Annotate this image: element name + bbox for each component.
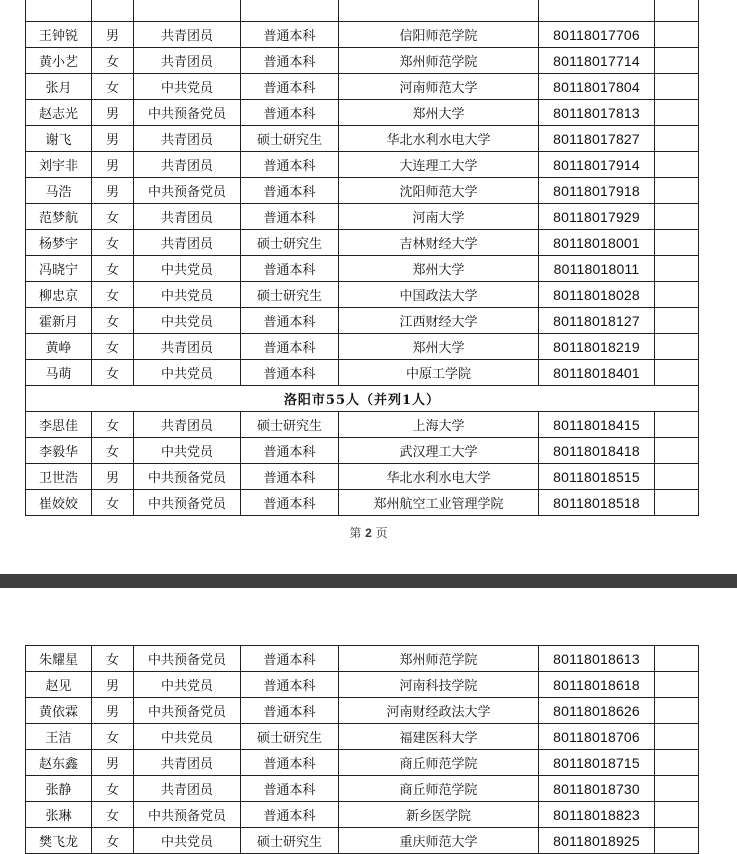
cell-sex: 男: [92, 152, 134, 178]
cell-name: 李思佳: [26, 412, 92, 438]
cell-name: 刘宇非: [26, 152, 92, 178]
cell-school: 沈阳师范大学: [339, 178, 539, 204]
cell-education: 硕士研究生: [241, 724, 339, 750]
cell-exam-number: 80118018626: [539, 698, 655, 724]
cell-school: 重庆师范大学: [339, 828, 539, 854]
cell-education: 普通本科: [241, 48, 339, 74]
cell-party: 共青团员: [134, 22, 241, 48]
cell-school: 郑州师范学院: [339, 646, 539, 672]
cell-name: 杨梦宇: [26, 230, 92, 256]
cell-remarks: [655, 464, 699, 490]
table-row: [26, 802, 699, 828]
page-number-suffix: 页: [375, 526, 388, 540]
cell-education: 普通本科: [241, 308, 339, 334]
table-row: [26, 282, 699, 308]
cell-school: 中原工学院: [339, 360, 539, 386]
cell-remarks: [655, 750, 699, 776]
table-row: [26, 412, 699, 438]
cell-school: 新乡医学院: [339, 802, 539, 828]
cell-remarks: [655, 126, 699, 152]
cell-sex: 女: [92, 256, 134, 282]
cell-name: 黄依霖: [26, 698, 92, 724]
page-number: 2: [365, 526, 372, 540]
cell-party: [134, 0, 241, 22]
cell-exam-number: 80118018730: [539, 776, 655, 802]
cell-party: 中共党员: [134, 282, 241, 308]
cell-party: 中共党员: [134, 360, 241, 386]
cell-remarks: [655, 672, 699, 698]
cell-name: 樊飞龙: [26, 828, 92, 854]
cell-exam-number: 80118018418: [539, 438, 655, 464]
cell-remarks: [655, 334, 699, 360]
cell-school: 河南师范大学: [339, 74, 539, 100]
cell-education: 硕士研究生: [241, 828, 339, 854]
cell-exam-number: 80118017827: [539, 126, 655, 152]
table-row: [26, 828, 699, 854]
cell-remarks: [655, 100, 699, 126]
cell-sex: 女: [92, 204, 134, 230]
cell-party: 共青团员: [134, 776, 241, 802]
cell-party: 中共预备党员: [134, 490, 241, 516]
cell-education: 普通本科: [241, 256, 339, 282]
cell-exam-number: 80118018518: [539, 490, 655, 516]
cell-exam-number: 80118017918: [539, 178, 655, 204]
cell-name: 李毅华: [26, 438, 92, 464]
cell-education: 普通本科: [241, 672, 339, 698]
cell-school: 信阳师范学院: [339, 22, 539, 48]
table-row: [26, 152, 699, 178]
cell-education: 硕士研究生: [241, 412, 339, 438]
cell-party: 共青团员: [134, 204, 241, 230]
cell-education: 硕士研究生: [241, 126, 339, 152]
cell-school: 郑州大学: [339, 256, 539, 282]
table-row: [26, 308, 699, 334]
cell-name: 霍新月: [26, 308, 92, 334]
cell-name: 崔姣姣: [26, 490, 92, 516]
cell-name: 王钟锐: [26, 22, 92, 48]
table-row: [26, 490, 699, 516]
cell-education: 普通本科: [241, 74, 339, 100]
cell-school: 江西财经大学: [339, 308, 539, 334]
cell-party: 中共党员: [134, 308, 241, 334]
cell-school: 吉林财经大学: [339, 230, 539, 256]
table-row: [26, 672, 699, 698]
cell-exam-number: [539, 0, 655, 22]
cell-name: 赵见: [26, 672, 92, 698]
cell-name: 张琳: [26, 802, 92, 828]
cell-education: 普通本科: [241, 750, 339, 776]
cell-name: [26, 0, 92, 22]
cell-remarks: [655, 646, 699, 672]
cell-remarks: [655, 308, 699, 334]
cell-school: 华北水利水电大学: [339, 126, 539, 152]
cell-sex: 女: [92, 230, 134, 256]
section-header-row: [26, 386, 699, 412]
cell-school: 华北水利水电大学: [339, 464, 539, 490]
cell-party: 共青团员: [134, 126, 241, 152]
cell-exam-number: 80118018925: [539, 828, 655, 854]
cell-school: [339, 0, 539, 22]
cell-party: 共青团员: [134, 750, 241, 776]
cell-name: 柳忠京: [26, 282, 92, 308]
cell-school: 商丘师范学院: [339, 750, 539, 776]
cell-school: 河南大学: [339, 204, 539, 230]
cell-sex: [92, 0, 134, 22]
cell-name: 张静: [26, 776, 92, 802]
cell-exam-number: 80118018715: [539, 750, 655, 776]
table-row: [26, 0, 699, 22]
table-row: [26, 750, 699, 776]
cell-exam-number: 80118018618: [539, 672, 655, 698]
cell-sex: 男: [92, 464, 134, 490]
cell-exam-number: 80118017804: [539, 74, 655, 100]
cell-school: 大连理工大学: [339, 152, 539, 178]
cell-education: 普通本科: [241, 100, 339, 126]
cell-education: 普通本科: [241, 22, 339, 48]
cell-party: 中共预备党员: [134, 802, 241, 828]
cell-party: 中共预备党员: [134, 698, 241, 724]
cell-name: 张月: [26, 74, 92, 100]
cell-remarks: [655, 256, 699, 282]
cell-name: 卫世浩: [26, 464, 92, 490]
cell-education: 普通本科: [241, 360, 339, 386]
cell-remarks: [655, 178, 699, 204]
cell-sex: 女: [92, 282, 134, 308]
cell-remarks: [655, 282, 699, 308]
cell-name: 赵东鑫: [26, 750, 92, 776]
cell-name: 赵志光: [26, 100, 92, 126]
cell-remarks: [655, 22, 699, 48]
cell-exam-number: 80118017914: [539, 152, 655, 178]
cell-party: 中共预备党员: [134, 646, 241, 672]
table-row: [26, 48, 699, 74]
cell-remarks: [655, 438, 699, 464]
roster-table-page-1: [25, 0, 699, 516]
cell-exam-number: 80118018127: [539, 308, 655, 334]
cell-sex: 女: [92, 74, 134, 100]
cell-sex: 女: [92, 438, 134, 464]
cell-remarks: [655, 776, 699, 802]
cell-party: 中共预备党员: [134, 178, 241, 204]
cell-remarks: [655, 360, 699, 386]
cell-remarks: [655, 74, 699, 100]
cell-party: 中共预备党员: [134, 100, 241, 126]
cell-school: 河南科技学院: [339, 672, 539, 698]
cell-name: 黄峥: [26, 334, 92, 360]
cell-remarks: [655, 828, 699, 854]
cell-exam-number: 80118018011: [539, 256, 655, 282]
cell-remarks: [655, 48, 699, 74]
cell-sex: 男: [92, 22, 134, 48]
cell-name: 冯晓宁: [26, 256, 92, 282]
cell-education: 普通本科: [241, 152, 339, 178]
roster-table-page-2: [25, 645, 699, 854]
cell-sex: 女: [92, 412, 134, 438]
cell-party: 中共党员: [134, 672, 241, 698]
cell-party: 中共党员: [134, 74, 241, 100]
cell-sex: 女: [92, 802, 134, 828]
cell-education: 普通本科: [241, 802, 339, 828]
cell-remarks: [655, 0, 699, 22]
cell-exam-number: 80118018028: [539, 282, 655, 308]
cell-school: 郑州师范学院: [339, 48, 539, 74]
cell-name: 谢飞: [26, 126, 92, 152]
cell-party: 中共党员: [134, 256, 241, 282]
cell-party: 中共党员: [134, 724, 241, 750]
table-row: [26, 438, 699, 464]
cell-school: 中国政法大学: [339, 282, 539, 308]
cell-education: 硕士研究生: [241, 230, 339, 256]
cell-school: 武汉理工大学: [339, 438, 539, 464]
cell-sex: 男: [92, 126, 134, 152]
cell-exam-number: 80118018219: [539, 334, 655, 360]
table-row: [26, 230, 699, 256]
cell-education: 普通本科: [241, 204, 339, 230]
cell-school: 郑州航空工业管理学院: [339, 490, 539, 516]
cell-sex: 男: [92, 178, 134, 204]
cell-exam-number: 80118017929: [539, 204, 655, 230]
cell-exam-number: 80118018515: [539, 464, 655, 490]
cell-sex: 女: [92, 308, 134, 334]
cell-exam-number: 80118017714: [539, 48, 655, 74]
cell-exam-number: 80118018415: [539, 412, 655, 438]
cell-party: 共青团员: [134, 48, 241, 74]
cell-education: 普通本科: [241, 776, 339, 802]
cell-school: 河南财经政法大学: [339, 698, 539, 724]
cell-sex: 男: [92, 672, 134, 698]
cell-education: 普通本科: [241, 178, 339, 204]
table-row: [26, 100, 699, 126]
section-title: 洛阳市55人（并列1人）: [26, 386, 699, 412]
cell-sex: 女: [92, 48, 134, 74]
table-row: [26, 204, 699, 230]
table-row: [26, 74, 699, 100]
cell-sex: 女: [92, 490, 134, 516]
cell-remarks: [655, 152, 699, 178]
cell-exam-number: 80118018706: [539, 724, 655, 750]
cell-sex: 女: [92, 334, 134, 360]
cell-school: 郑州大学: [339, 334, 539, 360]
cell-school: 商丘师范学院: [339, 776, 539, 802]
cell-name: 朱耀星: [26, 646, 92, 672]
table-row: [26, 334, 699, 360]
cell-name: 王洁: [26, 724, 92, 750]
cell-name: 马萌: [26, 360, 92, 386]
cell-remarks: [655, 698, 699, 724]
table-row: [26, 22, 699, 48]
cell-exam-number: 80118017706: [539, 22, 655, 48]
table-row: [26, 698, 699, 724]
cell-school: 郑州大学: [339, 100, 539, 126]
cell-party: 共青团员: [134, 334, 241, 360]
cell-name: 范梦航: [26, 204, 92, 230]
cell-exam-number: 80118017813: [539, 100, 655, 126]
cell-school: 上海大学: [339, 412, 539, 438]
cell-education: 普通本科: [241, 646, 339, 672]
cell-party: 共青团员: [134, 412, 241, 438]
cell-remarks: [655, 412, 699, 438]
cell-exam-number: 80118018401: [539, 360, 655, 386]
cell-education: [241, 0, 339, 22]
table-row: [26, 256, 699, 282]
table-row: [26, 360, 699, 386]
cell-education: 普通本科: [241, 698, 339, 724]
cell-sex: 女: [92, 360, 134, 386]
cell-education: 普通本科: [241, 464, 339, 490]
cell-party: 中共党员: [134, 438, 241, 464]
table-row: [26, 776, 699, 802]
cell-school: 福建医科大学: [339, 724, 539, 750]
table-row: [26, 178, 699, 204]
cell-sex: 男: [92, 100, 134, 126]
cell-education: 普通本科: [241, 334, 339, 360]
cell-party: 共青团员: [134, 152, 241, 178]
cell-exam-number: 80118018613: [539, 646, 655, 672]
page-number-footer: [0, 524, 737, 541]
cell-exam-number: 80118018823: [539, 802, 655, 828]
cell-sex: 男: [92, 698, 134, 724]
cell-sex: 男: [92, 750, 134, 776]
cell-sex: 女: [92, 776, 134, 802]
cell-exam-number: 80118018001: [539, 230, 655, 256]
cell-sex: 女: [92, 724, 134, 750]
table-row: [26, 724, 699, 750]
cell-party: 共青团员: [134, 230, 241, 256]
cell-name: 黄小艺: [26, 48, 92, 74]
page-number-prefix: 第: [349, 526, 362, 540]
cell-education: 硕士研究生: [241, 282, 339, 308]
table-row: [26, 464, 699, 490]
page-separator: [0, 574, 737, 589]
cell-remarks: [655, 724, 699, 750]
cell-education: 普通本科: [241, 490, 339, 516]
cell-remarks: [655, 230, 699, 256]
cell-name: 马浩: [26, 178, 92, 204]
cell-remarks: [655, 490, 699, 516]
table-row: [26, 126, 699, 152]
table-row: [26, 646, 699, 672]
cell-sex: 女: [92, 828, 134, 854]
cell-education: 普通本科: [241, 438, 339, 464]
cell-party: 中共预备党员: [134, 464, 241, 490]
cell-party: 中共党员: [134, 828, 241, 854]
cell-sex: 女: [92, 646, 134, 672]
cell-remarks: [655, 802, 699, 828]
cell-remarks: [655, 204, 699, 230]
